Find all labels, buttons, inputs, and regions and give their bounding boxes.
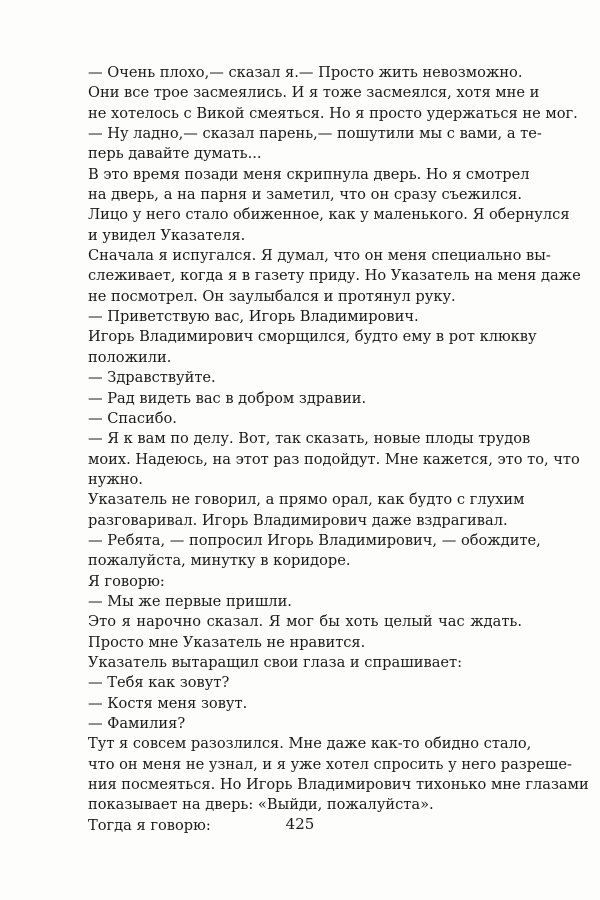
text-line: разговаривал. Игорь Владимирович даже вздрагивал. (88, 511, 508, 529)
text-line: положили. (88, 348, 172, 366)
text-line: — Я к вам по делу. Вот, так сказать, новые плоды трудов (88, 430, 531, 448)
text-line: и увидел Указателя. (88, 226, 246, 244)
text-line: Сначала я испугался. Я думал, что он меня специально вы- (88, 247, 551, 265)
text-line: — Фамилия? (88, 715, 186, 732)
text-line: В это время позади меня скрипнула дверь. Но я смотрел (88, 165, 530, 183)
text-line: моих. Надеюсь, на этот раз подойдут. Мне кажется, это то, что (88, 450, 580, 468)
text-line: Указатель не говорил, а прямо орал, как будто с глухим (88, 491, 525, 509)
text-line: Это я нарочно сказал. Я мог бы хоть целый час ждать. (88, 613, 522, 631)
page-text (88, 63, 589, 836)
text-line: перь давайте думать... (88, 145, 262, 163)
text-line: показывает на дверь: «Выйди, пожалуйста». (88, 796, 434, 814)
text-line: на дверь, а на парня и заметил, что он сразу съежился. (88, 186, 522, 204)
text-line: нужно. (88, 470, 143, 488)
text-line: — Тебя как зовут? (88, 674, 230, 692)
text-line: Тут я совсем разозлился. Мне даже как-то обидно стало, (88, 735, 532, 753)
text-line: ния посмеяться. Но Игорь Владимирович тихонько мне глазами (88, 776, 589, 794)
text-line: — Здравствуйте. (88, 369, 216, 387)
text-line: Тогда я говорю: (88, 816, 211, 834)
text-line: Они все трое засмеялись. И я тоже засмеялся, хотя мне и (88, 84, 540, 102)
text-line: — Рад видеть вас в добром здравии. (88, 389, 367, 407)
text-line: слеживает, когда я в газету приду. Но Указатель на меня даже (88, 267, 581, 285)
text-line: что он меня не узнал, и я уже хотел спросить у него разреше- (88, 755, 572, 773)
text-line: — Спасибо. (88, 409, 177, 427)
page-number: 425 (285, 815, 315, 833)
text-line: Лицо у него стало обиженное, как у маленького. Я обернулся (88, 206, 570, 224)
text-line: Просто мне Указатель не нравится. (88, 633, 366, 651)
text-line: — Ну ладно,— сказал парень,— пошутили мы с вами, а те- (88, 125, 542, 143)
text-line: — Костя меня зовут. (88, 694, 248, 712)
text-line: пожалуйста, минутку в коридоре. (88, 552, 351, 570)
text-line: Игорь Владимирович сморщился, будто ему в рот клюкву (88, 328, 537, 346)
text-line: — Приветствую вас, Игорь Владимирович. (88, 308, 419, 326)
text-line: Указатель вытаращил свои глаза и спрашивает: (88, 653, 463, 671)
text-line: — Мы же первые пришли. (88, 592, 292, 610)
text-line: не хотелось с Викой смеяться. Но я просто удержаться не мог. (88, 104, 578, 122)
text-line: не посмотрел. Он заулыбался и протянул руку. (88, 287, 456, 305)
text-line: — Очень плохо,— сказал я.— Просто жить невозможно. (88, 64, 523, 81)
text-line: Я говорю: (88, 572, 165, 590)
text-line: — Ребята, — попросил Игорь Владимирович, — обождите, (88, 531, 541, 549)
